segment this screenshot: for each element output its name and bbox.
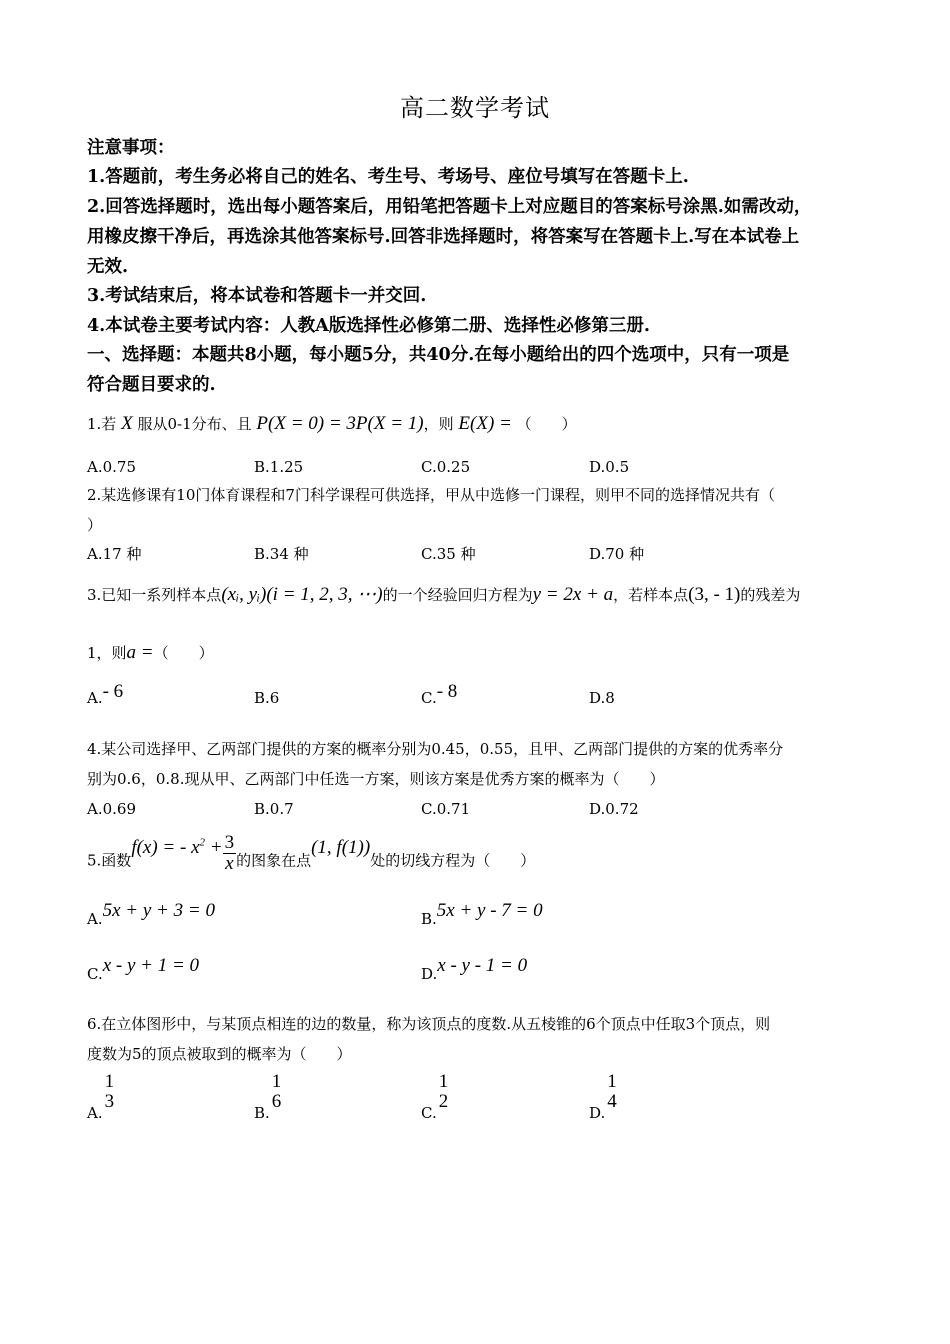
notice-item-3: 3.考试结束后，将本试卷和答题卡一并交回. [87, 286, 427, 306]
notice-item-2-line-1: 2.回答选择题时，选出每小题答案后，用铅笔把答题卡上对应题目的答案标号涂黑.如需改动， [87, 197, 812, 217]
q6-option-b-den: 6 [271, 1091, 282, 1112]
q6-option-b-fraction [270, 1072, 284, 1112]
q6-option-a [87, 1071, 116, 1122]
q3-ask: a = [126, 642, 154, 663]
question-2-line-1: 2.某选修课有10门体育课程和7门科学课程可供选择，甲从中选修一门课程，则甲不同的选择情况共有（ [87, 486, 775, 504]
q5-option-d [421, 955, 528, 986]
q2-option-d: D.70 种 [589, 545, 645, 563]
q3-points: (xᵢ, yᵢ)(i = 1, 2, 3, ⋯) [221, 584, 383, 605]
q4-option-d: D.0.72 [589, 800, 639, 818]
q3-option-c-value: - 8 [436, 681, 458, 702]
q5-prefix: 5.函数 [87, 851, 132, 870]
q1-option-a: A.0.75 [87, 458, 136, 476]
q4-option-a: A.0.69 [87, 800, 136, 818]
q5-option-a-label: A. [87, 910, 103, 928]
q3-option-b: B.6 [254, 689, 280, 707]
q3-point: (3, - 1) [688, 584, 741, 605]
q1-formula: P(X = 0) = 3P(X = 1) [256, 413, 424, 434]
q3-prefix: 3.已知一系列样本点 [87, 586, 222, 604]
q3-option-a-value: - 6 [102, 681, 124, 702]
q5-func [131, 837, 222, 858]
question-4-line-2: 别为0.6，0.8.现从甲、乙两部门中任选一方案，则该方案是优秀方案的概率为（ ） [87, 770, 665, 788]
q6-option-b [254, 1071, 283, 1122]
question-6-line-2: 度数为5的顶点被取到的概率为（ ） [87, 1045, 352, 1063]
question-2-line-2: ） [87, 516, 103, 534]
q6-option-d-label: D. [589, 1104, 606, 1122]
q3-option-d: D.8 [589, 689, 615, 707]
q1-prefix: 1.若 [87, 415, 117, 433]
q5-option-b-label: B. [421, 910, 437, 928]
q1-mid: 服从0-1分布、且 [137, 415, 252, 433]
q1-option-c: C.0.25 [421, 458, 471, 476]
q3-mid: 的一个经验回归方程为 [382, 586, 533, 604]
q2-option-c: C.35 种 [421, 545, 476, 563]
question-3-line-1 [87, 580, 800, 610]
q6-option-c-label: C. [421, 1104, 437, 1122]
q1-ask: E(X) = [458, 413, 512, 434]
q5-func-plus: + [209, 837, 223, 859]
q5-option-c-label: C. [87, 965, 103, 983]
q2-option-a: A.17 种 [87, 545, 142, 563]
question-1 [87, 409, 577, 439]
q6-option-d-den: 4 [607, 1091, 617, 1112]
q5-option-a [87, 900, 215, 931]
q3-equation: y = 2x + a [532, 584, 614, 605]
notice-item-1: 1.答题前，考生务必将自己的姓名、考生号、考场号、座位号填写在答题卡上. [87, 167, 689, 187]
q3-paren: （ ） [153, 644, 214, 662]
q4-option-b: B.0.7 [254, 800, 294, 818]
q6-option-b-num: 1 [271, 1071, 282, 1092]
q5-option-c-value: x - y + 1 = 0 [102, 955, 200, 976]
q3-option-a-label: A. [87, 689, 103, 707]
q6-option-a-label: A. [87, 1104, 103, 1122]
q5-suffix: 处的切线方程为（ ） [370, 851, 536, 870]
notice-heading: 注意事项： [87, 138, 175, 158]
q6-option-a-den: 3 [104, 1091, 115, 1112]
q3-option-a [87, 681, 124, 710]
q5-option-d-label: D. [421, 965, 438, 983]
q3-option-c-label: C. [421, 689, 437, 707]
q1-paren: （ ） [516, 415, 577, 433]
q6-option-d [589, 1071, 619, 1122]
q5-func-left: f(x) = - x [131, 837, 200, 859]
q6-option-a-num: 1 [104, 1071, 115, 1092]
q3-option-c [421, 681, 458, 710]
question-4-line-1: 4.某公司选择甲、乙两部门提供的方案的概率分别为0.45，0.55，且甲、乙两部门提供的方案的优秀率分 [87, 740, 784, 758]
q5-point: (1, f(1)) [311, 837, 371, 859]
q1-option-d: D.0.5 [589, 458, 630, 476]
q3-suffix: 的残差为 [740, 586, 801, 604]
q6-option-d-num: 1 [607, 1071, 617, 1092]
q5-option-b-value: 5x + y - 7 = 0 [436, 900, 543, 921]
q5-mid: 的图象在点 [236, 851, 312, 870]
q5-func-exp: 2 [199, 837, 206, 849]
q4-option-c: C.0.71 [421, 800, 471, 818]
q3-line2-prefix: 1，则 [87, 644, 127, 662]
q6-option-c-den: 2 [438, 1091, 449, 1112]
q5-frac-num: 3 [224, 831, 235, 853]
section-heading-line-2: 符合题目要求的. [87, 375, 216, 395]
q1-option-b: B.1.25 [254, 458, 304, 476]
question-5 [87, 828, 535, 887]
notice-item-2-line-2: 用橡皮擦干净后，再选涂其他答案标号.回答非选择题时，将答案写在答题卡上.写在本试卷上 [87, 227, 800, 247]
q1-var: X [121, 413, 133, 434]
q5-option-a-value: 5x + y + 3 = 0 [102, 900, 215, 921]
q3-mid2: ，若样本点 [613, 586, 689, 604]
q5-fraction [223, 833, 237, 874]
q5-frac-den: x [225, 852, 234, 874]
q2-option-b: B.34 种 [254, 545, 309, 563]
q6-option-c [421, 1071, 450, 1122]
question-3-line-2 [87, 638, 214, 668]
notice-item-2-line-3: 无效. [87, 257, 129, 277]
page-title: 高二数学考试 [400, 94, 550, 122]
q1-then: ，则 [423, 415, 454, 433]
section-heading-line-1: 一、选择题：本题共8小题，每小题5分，共40分.在每小题给出的四个选项中，只有一项是 [87, 345, 790, 365]
q6-option-a-fraction [103, 1072, 117, 1112]
q5-option-c [87, 955, 200, 986]
question-6-line-1: 6.在立体图形中，与某顶点相连的边的数量，称为该顶点的度数.从五棱锥的6个顶点中任取3个顶点，则 [87, 1015, 771, 1033]
q5-option-b [421, 900, 543, 931]
q6-option-b-label: B. [254, 1104, 270, 1122]
q6-option-c-fraction [437, 1072, 451, 1112]
q5-option-d-value: x - y - 1 = 0 [437, 955, 528, 976]
notice-item-4: 4.本试卷主要考试内容：人教A版选择性必修第二册、选择性必修第三册. [87, 316, 650, 336]
q6-option-c-num: 1 [438, 1071, 449, 1092]
q6-option-d-fraction [605, 1072, 619, 1112]
